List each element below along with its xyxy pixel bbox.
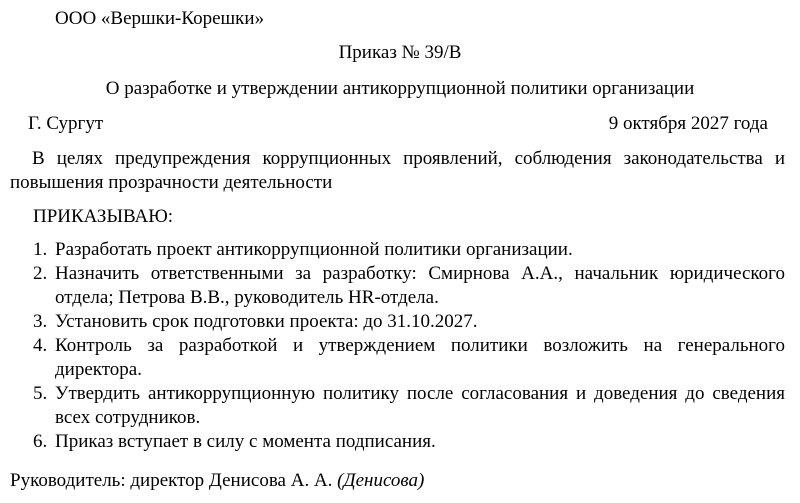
list-item: [33, 310, 785, 334]
item-text: Установить срок подготовки проекта: до 31.10.2027.: [55, 311, 478, 332]
item-number: 1.: [33, 239, 48, 260]
signature-line: [10, 470, 424, 492]
order-subject: О разработке и утверждении антикоррупционной политики организации: [105, 78, 695, 99]
organization-name: ООО «Вершки-Корешки»: [55, 8, 265, 29]
item-number: 5.: [33, 383, 48, 404]
list-item: [33, 382, 785, 430]
order-items-list: [33, 238, 785, 454]
item-text: Контроль за разработкой и утверждением политики возложить на генерального директора.: [55, 335, 785, 380]
signature-label: Руководитель: директор Денисова А. А.: [10, 470, 333, 491]
city: Г. Сургут: [28, 113, 104, 134]
item-text: Утвердить антикоррупционную политику после согласования и доведения до сведения всех сотрудников.: [55, 383, 785, 428]
item-number: 4.: [33, 335, 48, 356]
order-date: 9 октября 2027 года: [608, 113, 768, 134]
preamble: В целях предупреждения коррупционных проявлений, соблюдения законодательства и повышения прозрачности деятельности: [10, 148, 785, 193]
signature-name: (Денисова): [337, 470, 425, 491]
list-item: [33, 430, 785, 454]
item-number: 3.: [33, 311, 48, 332]
item-number: 6.: [33, 431, 48, 452]
item-number: 2.: [33, 263, 48, 284]
order-title: Приказ № 39/В: [338, 42, 462, 63]
item-text: Разработать проект антикоррупционной политики организации.: [55, 239, 573, 260]
list-item: [33, 262, 785, 310]
item-text: Приказ вступает в силу с момента подписания.: [55, 431, 436, 452]
list-item: [33, 334, 785, 382]
list-item: [33, 238, 785, 262]
decree-word: ПРИКАЗЫВАЮ:: [33, 206, 174, 227]
item-text: Назначить ответственными за разработку: Смирнова А.А., начальник юридического отдела; Петрова В.В., руководитель HR-отдела.: [55, 263, 785, 308]
